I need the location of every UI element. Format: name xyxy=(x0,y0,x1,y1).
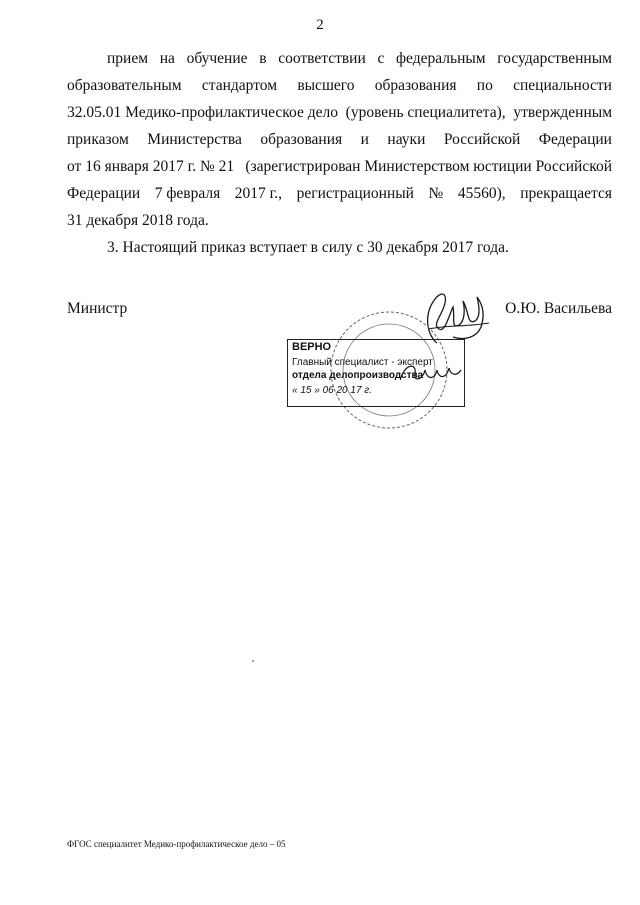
footer-text: ФГОС специалитет Медико-профилактическое дело – 05 xyxy=(67,839,286,849)
paragraph-effective-date: 3. Настоящий приказ вступает в силу с 30 декабря 2017 года. xyxy=(107,239,509,256)
word: с xyxy=(377,50,385,67)
word: 32.05.01 Медико-профилактическое дело xyxy=(67,104,338,121)
word: высшего xyxy=(297,77,355,94)
word: образовательным xyxy=(67,77,182,94)
word: и xyxy=(360,131,369,148)
word: 7 февраля xyxy=(154,185,221,202)
word: (зарегистрирован Министерством юстиции Российской xyxy=(245,158,612,175)
stamp-signature xyxy=(395,356,465,390)
stamp-date: « 15 » 06 20 17 г. xyxy=(292,385,372,396)
text-line xyxy=(67,153,612,180)
word: № xyxy=(428,185,444,202)
word: 45560), xyxy=(457,185,506,202)
word: федеральным xyxy=(396,50,486,67)
word: (уровень специалитета), xyxy=(345,104,506,121)
word: обучение xyxy=(186,50,248,67)
scan-speck xyxy=(252,660,254,662)
word: 2017 г., xyxy=(234,185,283,202)
word: 31 декабря 2018 года. xyxy=(67,212,209,229)
signatory-title: Министр xyxy=(67,300,128,317)
word: государственным xyxy=(497,50,612,67)
stamp-position: Главный специалист - эксперт xyxy=(292,357,433,368)
word: от 16 января 2017 г. № 21 xyxy=(67,158,235,175)
body-text xyxy=(67,45,612,261)
paragraph-termination xyxy=(67,45,612,234)
word: прекращается xyxy=(520,185,612,202)
stamp-verno: ВЕРНО xyxy=(292,341,332,353)
word: Российской xyxy=(443,131,521,148)
page-number: 2 xyxy=(316,17,324,33)
word: соответствии xyxy=(278,50,366,67)
word: на xyxy=(159,50,175,67)
word: Федерации xyxy=(67,185,141,202)
signatory-name: О.Ю. Васильева xyxy=(505,300,612,317)
text-line xyxy=(67,180,612,207)
word: науки xyxy=(387,131,426,148)
word: по xyxy=(476,77,493,94)
text-line xyxy=(67,45,612,72)
text-line xyxy=(67,126,612,153)
word: Федерации xyxy=(538,131,612,148)
word: образования xyxy=(260,131,343,148)
stamp-department: отдела делопроизводства xyxy=(292,370,424,381)
word: прием xyxy=(107,50,149,67)
word: в xyxy=(259,50,267,67)
text-line xyxy=(67,207,612,234)
word: Министерства xyxy=(147,131,242,148)
word: стандартом xyxy=(201,77,278,94)
word: регистрационный xyxy=(296,185,414,202)
text-line xyxy=(67,99,612,126)
word: образования xyxy=(374,77,457,94)
word: специальности xyxy=(513,77,612,94)
word: приказом xyxy=(67,131,129,148)
text-line xyxy=(67,72,612,99)
word: утвержденным xyxy=(513,104,612,121)
